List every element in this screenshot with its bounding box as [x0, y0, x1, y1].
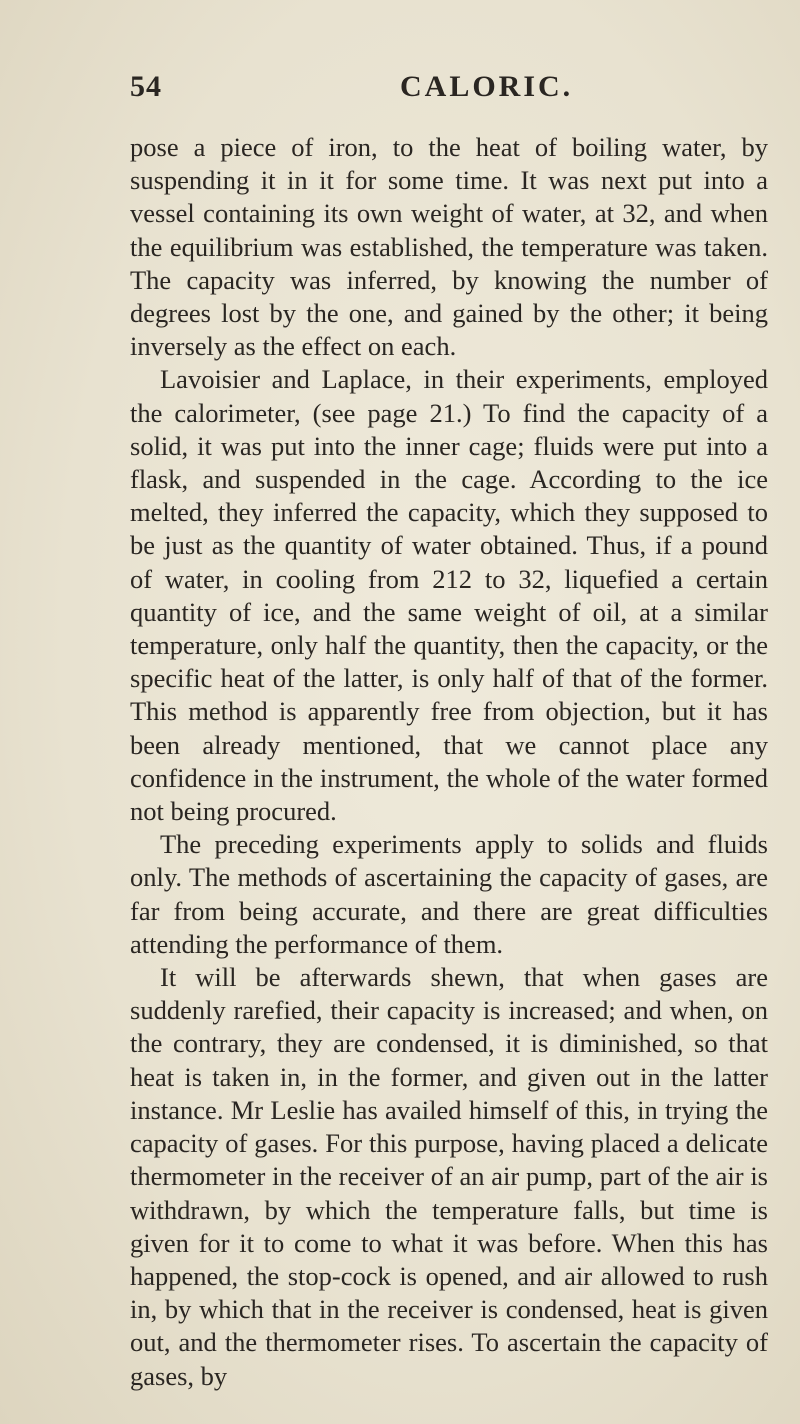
paragraph-2: Lavoisier and Laplace, in their experiments, employed the calorimeter, (see page 21.) To find the capacity of a solid, it was put into the inner cage; fluids were put into a flask, and suspended in the cage. According to the ice melted, they inferred the capacity, which they supposed to be just as the quantity of water obtained. Thus, if a pound of water, in cooling from 212 to 32, liquefied a certain quantity of ice, and the same weight of oil, at a similar temperature, only half the quantity, then the capacity, or the specific heat of the latter, is only half of that of the former. This method is apparently free from objection, but it has been already mentioned, that we cannot place any confidence in the instrument, the whole of the water formed not being procured. [130, 364, 768, 827]
page-number: 54 [130, 70, 162, 103]
paragraph-3: The preceding experiments apply to solids and fluids only. The methods of ascertaining the capacity of gases, are far from being accurate, and there are great difficulties attending the performance of them. [130, 829, 768, 959]
paragraph-1: pose a piece of iron, to the heat of boiling water, by suspending it in it for some time. It was next put into a vessel containing its own weight of water, at 32, and when the equilibrium was established, the temperature was taken. The capacity was inferred, by knowing the number of degrees lost by the one, and gained by the other; it being inversely as the effect on each. [130, 132, 768, 362]
running-title: CALORIC. [400, 70, 574, 103]
paragraph-4: It will be afterwards shewn, that when gases are suddenly rarefied, their capacity is increased; and when, on the contrary, they are condensed, it is diminished, so that heat is taken in, in the former, and given out in the latter instance. Mr Leslie has availed himself of this, in trying the capacity of gases. For this purpose, having placed a delicate thermometer in the receiver of an air pump, part of the air is withdrawn, by which the temperature falls, but time is given for it to come to what it was before. When this has happened, the stop-cock is opened, and air allowed to rush in, by which that in the receiver is condensed, heat is given out, and the thermometer rises. To ascertain the capacity of gases, by [130, 962, 768, 1391]
body-text [130, 131, 768, 1393]
running-head [130, 70, 750, 114]
